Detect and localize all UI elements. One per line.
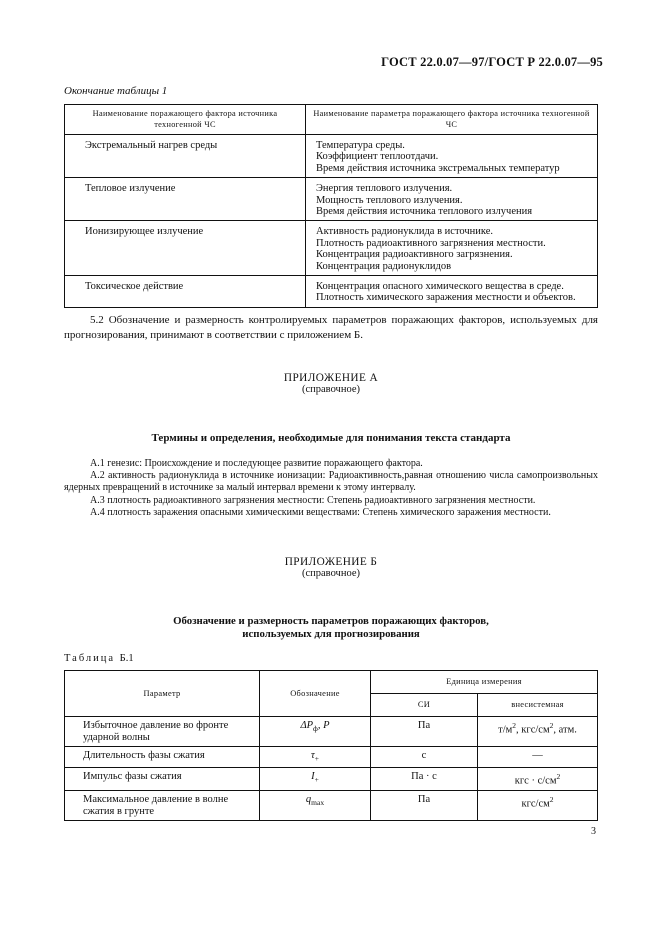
table-row (65, 790, 598, 820)
table-b1-number: Б.1 (119, 653, 134, 664)
table-b1-header-row (65, 671, 598, 694)
param-line: Температура среды. (316, 140, 405, 151)
table-row (65, 276, 598, 308)
document-header: ГОСТ 22.0.07—97/ГОСТ Р 22.0.07—95 (381, 55, 603, 69)
param-line: Время действия источника экстремальных температур (316, 162, 560, 174)
symbol-cell (260, 768, 371, 791)
table1-header-row (65, 105, 598, 135)
param-cell: Импульс фазы сжатия (65, 768, 260, 791)
si-cell: с (371, 747, 478, 768)
symbol-main: ΔP (300, 720, 314, 731)
nonsys-mid: , кгс/см (516, 724, 550, 736)
table-row (65, 178, 598, 221)
symbol-sub: max (311, 797, 325, 807)
appendix-b-heading-line2: используемых для прогнозирования (242, 627, 420, 640)
symbol-sub: ф (313, 724, 318, 734)
si-cell: Па · с (371, 768, 478, 791)
symbol-tail: , P (317, 720, 330, 731)
table-row (65, 747, 598, 768)
table-row (65, 221, 598, 276)
si-cell: Па (371, 717, 478, 747)
appendix-b-title (64, 556, 598, 580)
nonsys-pre: кгс/см (521, 798, 550, 810)
param-line: Концентрация радионуклидов (316, 260, 452, 272)
nonsys-post: , атм. (553, 724, 577, 736)
params-cell (306, 221, 598, 276)
appendix-a-title (64, 372, 598, 396)
table-b1-caption-word: Таблица (64, 653, 116, 664)
nonsys-pre: — (532, 750, 543, 761)
appendix-b-note: (справочное) (302, 568, 360, 579)
symbol-sub: + (314, 754, 319, 764)
appendix-a-heading: Термины и определения, необходимые для понимания текста стандарта (151, 432, 511, 444)
appendix-b-heading (64, 615, 598, 640)
symbol-cell (260, 790, 371, 820)
nonsys-sup: 2 (549, 721, 554, 730)
nonsys-cell (478, 790, 598, 820)
nonsys-pre: т/м (498, 724, 513, 736)
factor-cell: Ионизирующее излучение (65, 221, 306, 276)
param-line: Активность радионуклида в источнике. (316, 226, 494, 238)
param-line: Концентрация опасного химического вещества в среде. (316, 281, 564, 293)
appendix-a-note: (справочное) (302, 384, 360, 395)
params-cell (306, 178, 598, 221)
si-cell: Па (371, 790, 478, 820)
head-param: Параметр (65, 671, 260, 717)
definition-item: А.4 плотность заражения опасными химическими веществами: Степень химического заражения местности. (90, 506, 551, 518)
page-number: 3 (591, 826, 596, 837)
table1-head-factor: Наименование поражающего фактора источника техногенной ЧС (65, 105, 306, 135)
table-b1 (64, 670, 598, 821)
table-row (65, 717, 598, 747)
factor-cell: Экстремальный нагрев среды (65, 135, 306, 178)
params-cell (306, 135, 598, 178)
appendix-b-heading-line1: Обозначение и размерность параметров поражающих факторов, (173, 615, 489, 627)
symbol-cell (260, 717, 371, 747)
table-row (65, 768, 598, 791)
table-b1-caption (64, 653, 134, 664)
table-1 (64, 104, 598, 308)
table-row (65, 135, 598, 178)
param-cell: Длительность фазы сжатия (65, 747, 260, 768)
definition-item: А.1 генезис: Происхождение и последующее развитие поражающего фактора. (90, 458, 423, 469)
appendix-b-label: ПРИЛОЖЕНИЕ Б (284, 556, 378, 568)
param-line: Плотность химического заражения местности и объектов. (316, 292, 576, 304)
param-line: Концентрация радиоактивного загрязнения. (316, 249, 513, 261)
nonsys-cell (478, 717, 598, 747)
params-cell (306, 276, 598, 308)
param-cell: Максимальное давление в волне сжатия в грунте (65, 790, 260, 820)
paragraph-5-2: 5.2 Обозначение и размерность контролируемых параметров поражающих факторов, используемых для прогнозирования, принимают в соответствии с приложением Б. (64, 314, 598, 341)
definition-item: А.2 активность радионуклида в источнике ионизации: Радиоактивность,равная отношению числа самопроизвольных ядерных превращений в источнике за малый интервал времени к этому интервалу. (64, 470, 598, 494)
param-line: Время действия источника теплового излучения (316, 206, 533, 218)
nonsys-cell (478, 768, 598, 791)
symbol-main: I (311, 771, 315, 783)
head-nonsys: внесистемная (478, 694, 598, 717)
factor-cell: Тепловое излучение (65, 178, 306, 221)
table1-head-param: Наименование параметра поражающего фактора источника техногенной ЧС (306, 105, 598, 135)
head-symbol: Обозначение (260, 671, 371, 717)
nonsys-sup: 2 (512, 721, 517, 730)
head-si: СИ (371, 694, 478, 717)
table1-caption: Окончание таблицы 1 (64, 85, 168, 97)
symbol-cell (260, 747, 371, 768)
definitions-list (64, 458, 598, 519)
param-line: Коэффициент теплоотдачи. (316, 151, 439, 163)
param-line: Плотность радиоактивного загрязнения местности. (316, 237, 546, 249)
symbol-sub: + (314, 775, 319, 785)
symbol-main: τ (311, 750, 315, 761)
nonsys-pre: кгс · с/см (514, 775, 557, 787)
param-cell: Избыточное давление во фронте ударной волны (65, 717, 260, 747)
factor-cell: Токсическое действие (65, 276, 306, 308)
nonsys-sup: 2 (556, 772, 561, 782)
symbol-main: q (305, 793, 312, 805)
nonsys-cell (478, 747, 598, 768)
definition-item: А.3 плотность радиоактивного загрязнения местности: Степень радиоактивного загрязнения местности. (90, 494, 536, 506)
param-line: Энергия теплового излучения. (316, 183, 453, 195)
param-line: Мощность теплового излучения. (316, 194, 463, 206)
appendix-a-label: ПРИЛОЖЕНИЕ А (283, 372, 379, 384)
nonsys-sup: 2 (549, 794, 554, 804)
head-unit: Единица измерения (371, 671, 598, 694)
